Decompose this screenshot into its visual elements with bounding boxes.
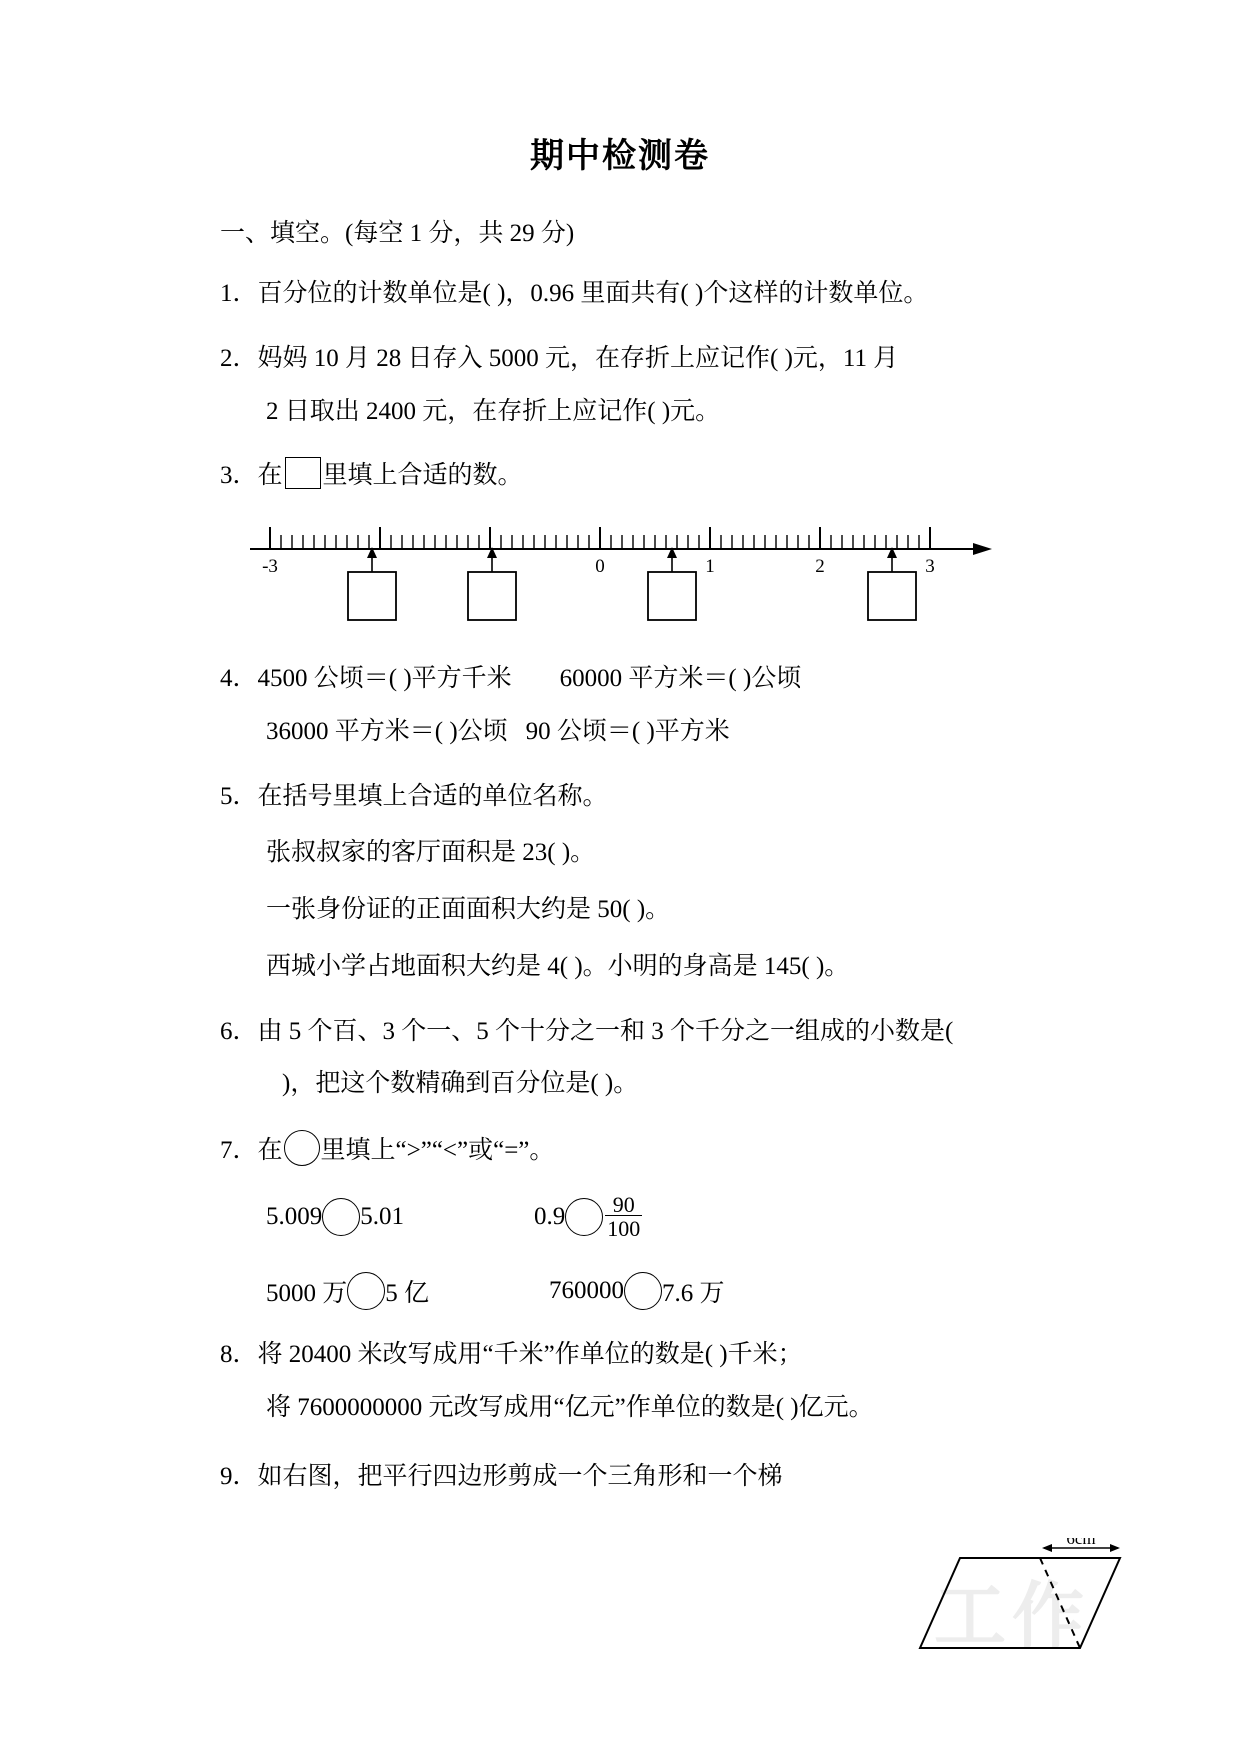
svg-text:-3: -3 (262, 556, 278, 577)
question-7-compare-row-2 (266, 1272, 1020, 1310)
compare-1-right: 5.01 (360, 1203, 404, 1231)
question-7-text-before: 在 (257, 1137, 283, 1164)
parallelogram-figure (880, 1538, 1130, 1668)
question-4-line1-a: 4500 公顷＝( )平方千米 (257, 665, 512, 692)
fraction-90-over-100 (605, 1193, 642, 1242)
compare-1-circle[interactable] (322, 1198, 360, 1236)
question-8 (220, 1336, 1020, 1375)
question-8-line1: 将 20400 米改写成用“千米”作单位的数是( )千米； (257, 1341, 803, 1368)
svg-text:2: 2 (815, 556, 825, 577)
question-5-line3: 西城小学占地面积大约是 4( )。小明的身高是 145( )。 (266, 952, 850, 980)
question-8-line2: 将 7600000000 元改写成用“亿元”作单位的数是( )亿元。 (266, 1393, 874, 1421)
question-7 (220, 1130, 1020, 1171)
svg-text:6cm: 6cm (1066, 1538, 1096, 1548)
compare-1-left: 5.009 (266, 1203, 323, 1231)
question-5-text: 在括号里填上合适的单位名称。 (257, 782, 608, 810)
answer-box[interactable] (285, 457, 321, 489)
compare-pair-1 (266, 1198, 404, 1236)
compare-4-right: 7.6 万 (662, 1280, 725, 1307)
compare-2-circle[interactable] (565, 1198, 603, 1236)
question-4-line2-b: 90 公顷＝( )平方米 (525, 717, 730, 745)
question-3-text-after: 里填上合适的数。 (322, 462, 523, 490)
question-2-line2: 2 日取出 2400 元，在存折上应记作( )元。 (266, 397, 721, 425)
question-9-text: 如右图，把平行四边形剪成一个三角形和一个梯 (257, 1462, 783, 1490)
fraction-numerator: 90 (612, 1191, 635, 1217)
compare-4-circle[interactable] (624, 1272, 662, 1310)
question-3-number: 3． (220, 462, 258, 490)
section-heading-fill-in-blanks: 一、填空。(每空 1 分，共 29 分) (220, 220, 575, 247)
question-4-line1-b: 60000 平方米＝( )公顷 (559, 665, 802, 692)
compare-3-left: 5000 万 (266, 1280, 348, 1307)
compare-pair-2 (534, 1193, 642, 1242)
question-7-compare-row-1 (266, 1193, 1020, 1242)
page-title: 期中检测卷 (530, 138, 710, 175)
question-4-line2-a: 36000 平方米＝( )公顷 (266, 717, 508, 745)
question-4-number: 4． (220, 665, 258, 692)
question-8-number: 8． (220, 1341, 258, 1368)
fraction-denominator: 100 (607, 1216, 641, 1242)
question-6-line1: 由 5 个百、3 个一、5 个十分之一和 3 个千分之一组成的小数是( (257, 1017, 954, 1045)
question-1-number: 1． (220, 280, 258, 307)
watermark-text: 工作 (933, 1577, 1090, 1657)
question-5-line2: 一张身份证的正面面积大约是 50( )。 (266, 896, 671, 923)
compare-2-left: 0.9 (534, 1203, 566, 1231)
question-5 (220, 778, 1020, 817)
svg-text:1: 1 (705, 556, 715, 577)
answer-circle[interactable] (284, 1130, 320, 1166)
question-9-number: 9． (220, 1462, 258, 1490)
question-5-line1: 张叔叔家的客厅面积是 23( )。 (266, 839, 596, 867)
question-6-number: 6． (220, 1017, 258, 1045)
svg-text:3: 3 (925, 556, 935, 577)
question-2-line1: 妈妈 10 月 28 日存入 5000 元，在存折上应记作( )元，11 月 (257, 344, 899, 372)
question-3 (220, 457, 1020, 496)
question-3-text-before: 在 (257, 462, 283, 490)
question-7-number: 7． (220, 1137, 258, 1164)
question-7-text-after: 里填上“>”“<”或“=”。 (320, 1137, 555, 1164)
question-5-number: 5． (220, 782, 258, 810)
question-4-line2 (266, 713, 1020, 752)
compare-4-left: 760000 (549, 1277, 625, 1304)
page-content (220, 213, 1020, 1496)
compare-pair-4 (549, 1272, 725, 1310)
question-6-line2: )，把这个数精确到百分位是( )。 (282, 1070, 639, 1098)
compare-3-right: 5 亿 (385, 1280, 430, 1307)
compare-pair-3 (266, 1272, 429, 1310)
number-line-figure (240, 514, 1000, 634)
compare-3-circle[interactable] (347, 1272, 385, 1310)
question-1-text: 百分位的计数单位是( )，0.96 里面共有( )个这样的计数单位。 (257, 280, 929, 307)
question-1 (220, 275, 1020, 314)
svg-text:0: 0 (595, 556, 605, 577)
question-4 (220, 660, 1020, 699)
question-6 (220, 1013, 1020, 1052)
question-2-number: 2． (220, 344, 258, 372)
question-9 (220, 1458, 1020, 1497)
question-2 (220, 340, 1020, 379)
